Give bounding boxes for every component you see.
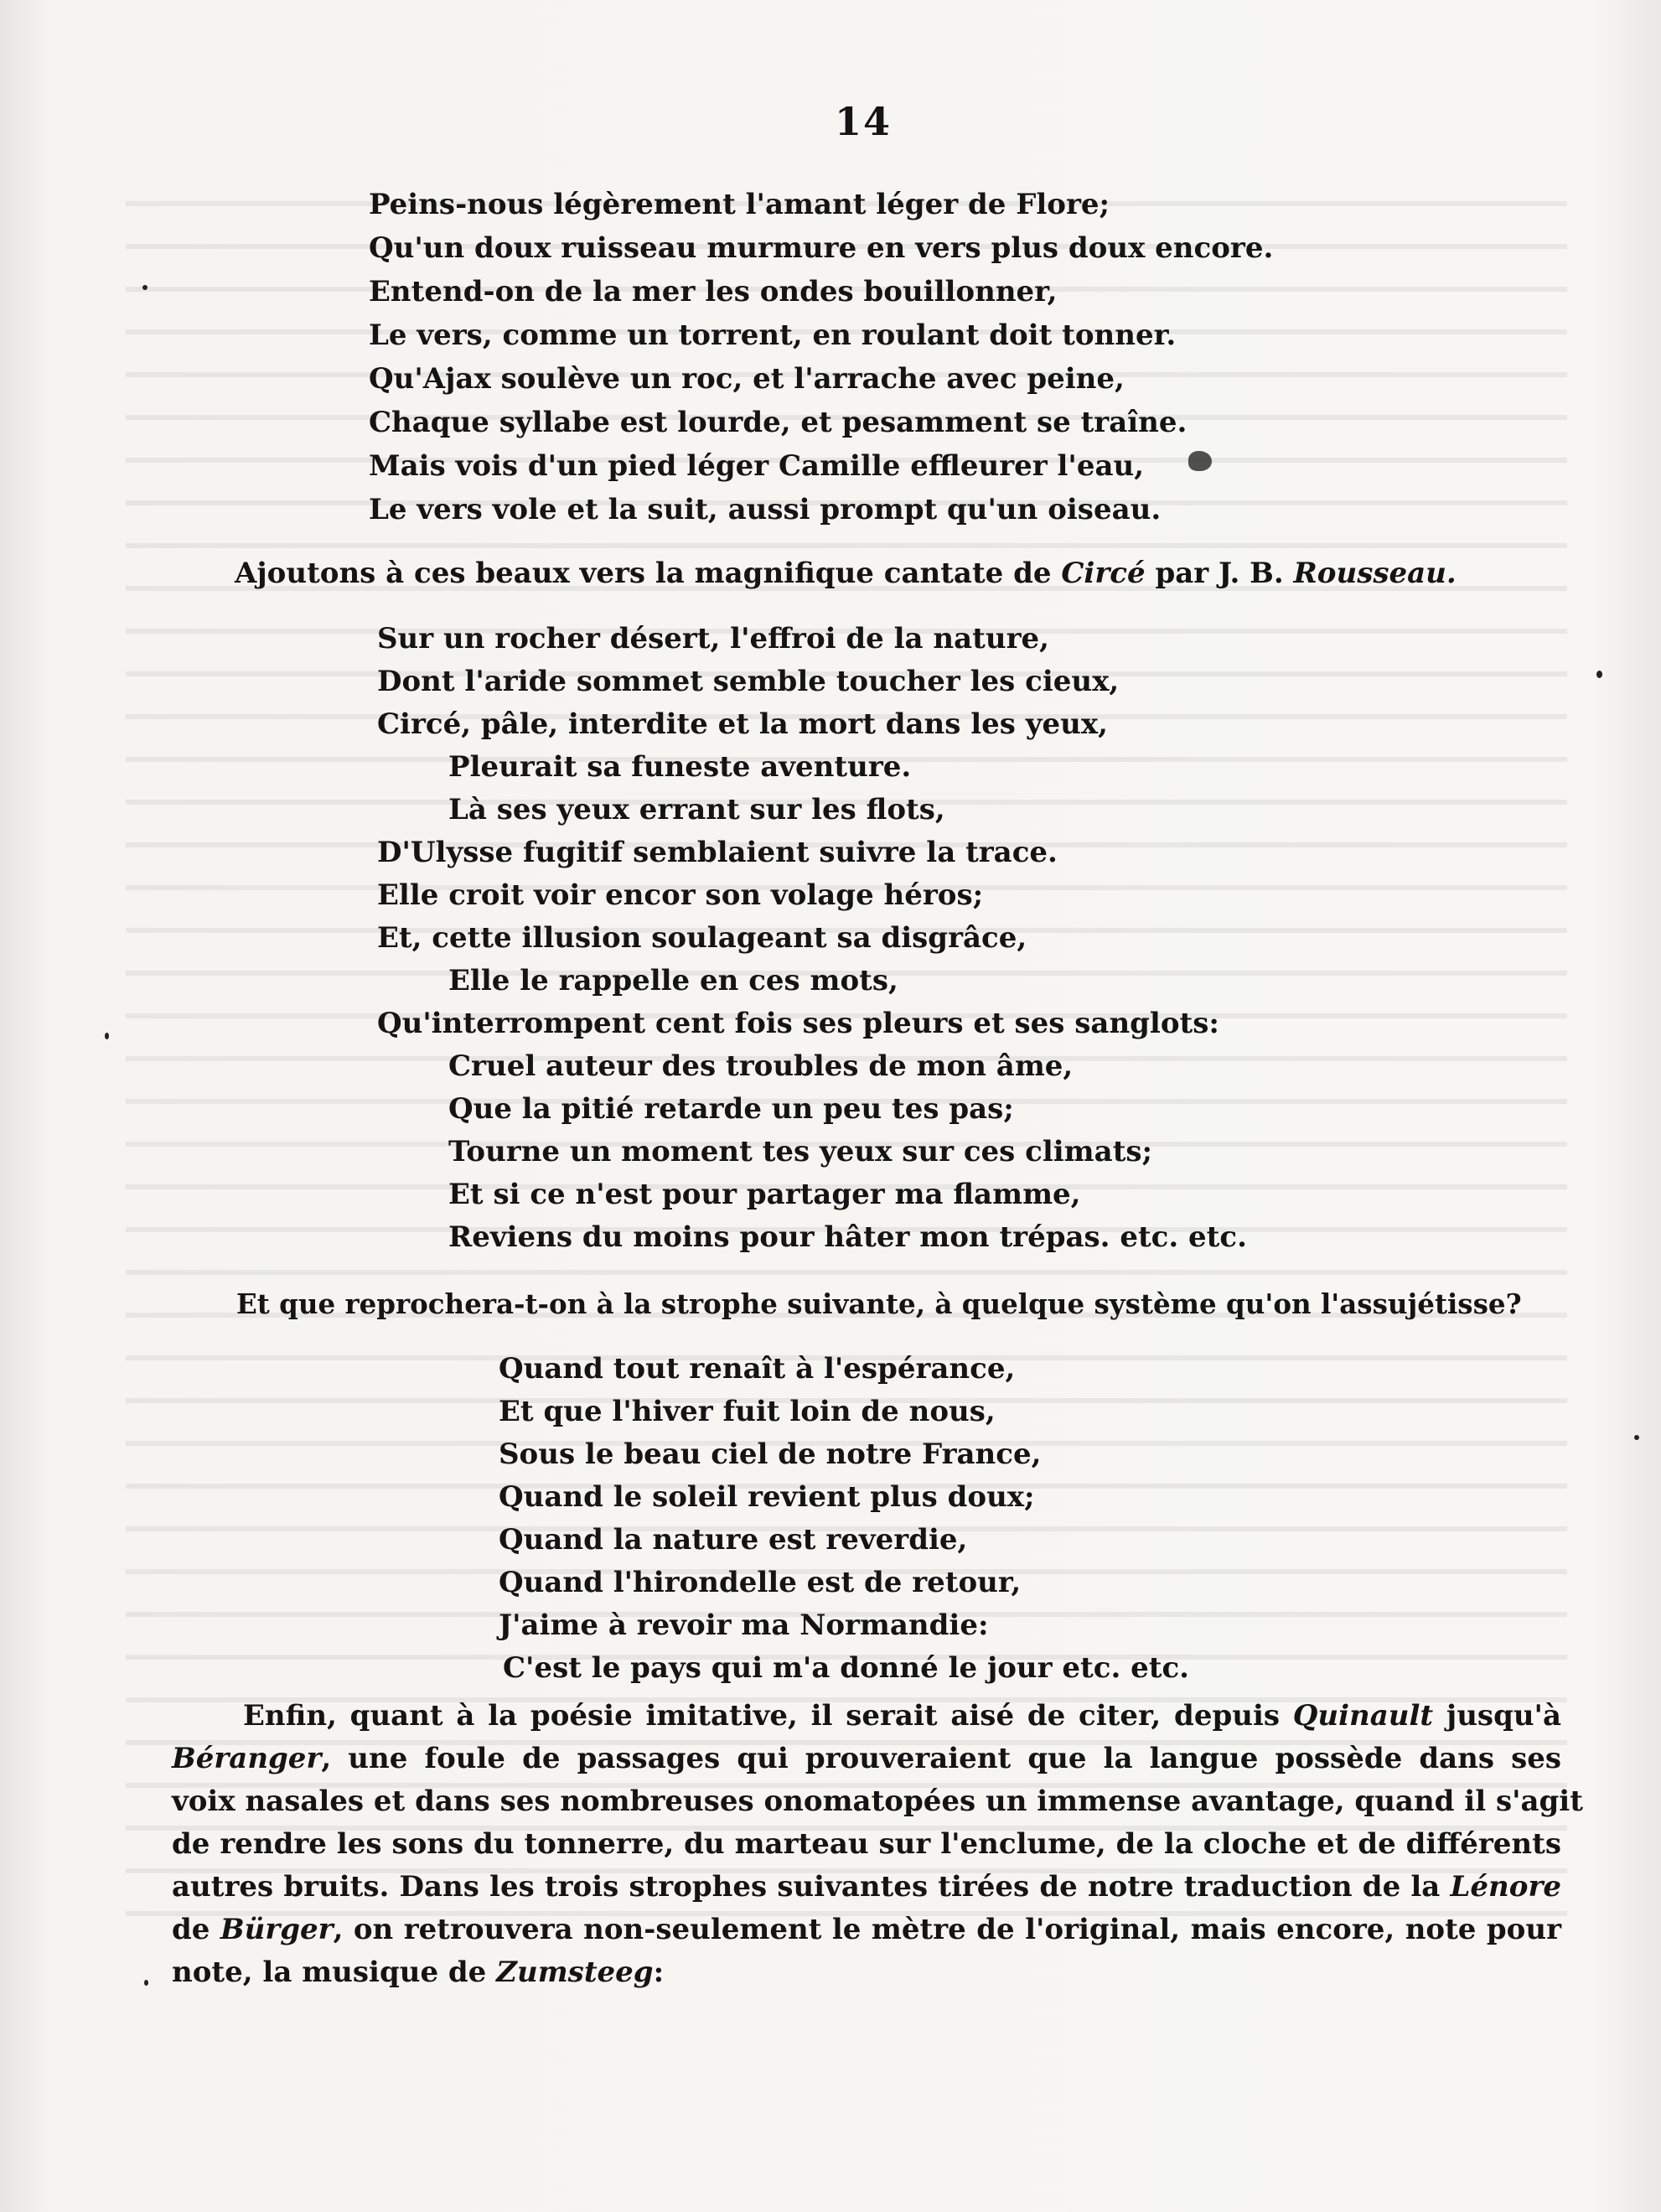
verse-line: Elle croit voir encor son volage héros; <box>377 878 984 912</box>
closing-text: note, la musique de <box>172 1956 497 1989</box>
verse-line: Mais vois d'un pied léger Camille effleurer l'eau, <box>369 449 1145 483</box>
verse-line: J'aime à revoir ma Normandie: <box>499 1608 989 1642</box>
intro-circe-text: Ajoutons à ces beaux vers la magnifique cantate de <box>235 557 1062 590</box>
verse-line: Chaque syllabe est lourde, et pesamment se traîne. <box>369 406 1188 439</box>
verse-line: Circé, pâle, interdite et la mort dans les yeux, <box>377 707 1108 741</box>
zumsteeg-name: Zumsteeg <box>496 1956 654 1989</box>
verse-line: Reviens du moins pour hâter mon trépas. etc. etc. <box>448 1220 1247 1254</box>
intro-strophe-paragraph: Et que reprochera-t-on à la strophe suivante, à quelque système qu'on l'assujétisse? <box>236 1287 1522 1320</box>
verse-line: Là ses yeux errant sur les flots, <box>448 793 945 826</box>
verse-line: Et si ce n'est pour partager ma flamme, <box>448 1178 1081 1211</box>
verse-line: Qu'Ajax soulève un roc, et l'arrache avec peine, <box>369 362 1125 396</box>
scan-speck <box>142 285 147 290</box>
verse-line: D'Ulysse fugitif semblaient suivre la trace. <box>377 836 1058 869</box>
verse-line: Et que l'hiver fuit loin de nous, <box>499 1395 996 1428</box>
closing-line: voix nasales et dans ses nombreuses onomatopées un immense avantage, quand il s'agit <box>172 1785 1583 1818</box>
closing-text: autres bruits. Dans les trois strophes suivantes tirées de notre traduction de la <box>172 1870 1451 1904</box>
closing-line <box>172 1866 1561 1909</box>
verse-line: Le vers vole et la suit, aussi prompt qu'un oiseau. <box>369 493 1162 526</box>
verse-line: Quand tout renaît à l'espérance, <box>499 1352 1016 1386</box>
quinault-name: Quinault <box>1292 1699 1434 1733</box>
closing-text: : <box>653 1956 665 1989</box>
ink-blot <box>1188 451 1212 471</box>
verse-line: C'est le pays qui m'a donné le jour etc. etc. <box>503 1651 1189 1685</box>
verse-line: Quand la nature est reverdie, <box>499 1523 968 1557</box>
closing-line <box>172 1909 1561 1951</box>
verse-line: Qu'interrompent cent fois ses pleurs et ses sanglots: <box>377 1007 1219 1040</box>
verse-line: Sur un rocher désert, l'effroi de la nature, <box>377 622 1049 655</box>
closing-paragraph <box>172 1695 1583 1994</box>
verse-line: Et, cette illusion soulageant sa disgrâce, <box>377 921 1027 955</box>
scan-speck <box>1596 671 1602 678</box>
verse-line: Pleurait sa funeste aventure. <box>448 750 912 784</box>
scan-speck <box>1634 1435 1639 1440</box>
verse-line: Sous le beau ciel de notre France, <box>499 1438 1042 1471</box>
verse-line: Quand le soleil revient plus doux; <box>499 1480 1035 1514</box>
closing-text: , on retrouvera non-seulement le mètre de l'original, mais encore, note pour <box>333 1913 1561 1946</box>
lenore-title: Lénore <box>1450 1870 1561 1904</box>
verse-line: Cruel auteur des troubles de mon âme, <box>448 1049 1074 1083</box>
burger-name: Bürger <box>220 1913 334 1946</box>
closing-text: Enfin, quant à la poésie imitative, il serait aisé de citer, depuis <box>243 1699 1293 1733</box>
closing-line <box>172 1738 1561 1780</box>
verse-line: Peins-nous légèrement l'amant léger de Flore; <box>369 188 1110 221</box>
scan-speck <box>144 1980 148 1986</box>
closing-text: jusqu'à <box>1433 1699 1561 1733</box>
closing-line <box>172 1951 1561 1994</box>
intro-circe-middle: par J. B. <box>1145 557 1294 590</box>
verse-line: Elle le rappelle en ces mots, <box>448 964 898 997</box>
verse-line: Dont l'aride sommet semble toucher les cieux, <box>377 665 1120 698</box>
verse-line: Tourne un moment tes yeux sur ces climats; <box>448 1135 1153 1168</box>
closing-line <box>172 1695 1561 1738</box>
verse-line: Le vers, comme un torrent, en roulant doit tonner. <box>369 319 1177 352</box>
scan-speck <box>105 1033 109 1039</box>
intro-circe-paragraph <box>235 557 1457 590</box>
verse-line: Quand l'hirondelle est de retour, <box>499 1566 1022 1599</box>
verse-line: Entend-on de la mer les ondes bouillonner, <box>369 275 1058 308</box>
closing-line: de rendre les sons du tonnerre, du marteau sur l'enclume, de la cloche et de différents <box>172 1827 1561 1861</box>
beranger-name: Béranger <box>172 1742 322 1775</box>
rousseau-author: Rousseau. <box>1293 557 1457 590</box>
circe-title: Circé <box>1061 557 1146 590</box>
verse-line: Qu'un doux ruisseau murmure en vers plus doux encore. <box>369 231 1274 265</box>
verse-line: Que la pitié retarde un peu tes pas; <box>448 1092 1014 1126</box>
closing-text: de <box>172 1913 220 1946</box>
page-number: 14 <box>834 99 892 144</box>
closing-text: , une foule de passages qui prouveraient que la langue possède dans ses <box>321 1742 1561 1775</box>
